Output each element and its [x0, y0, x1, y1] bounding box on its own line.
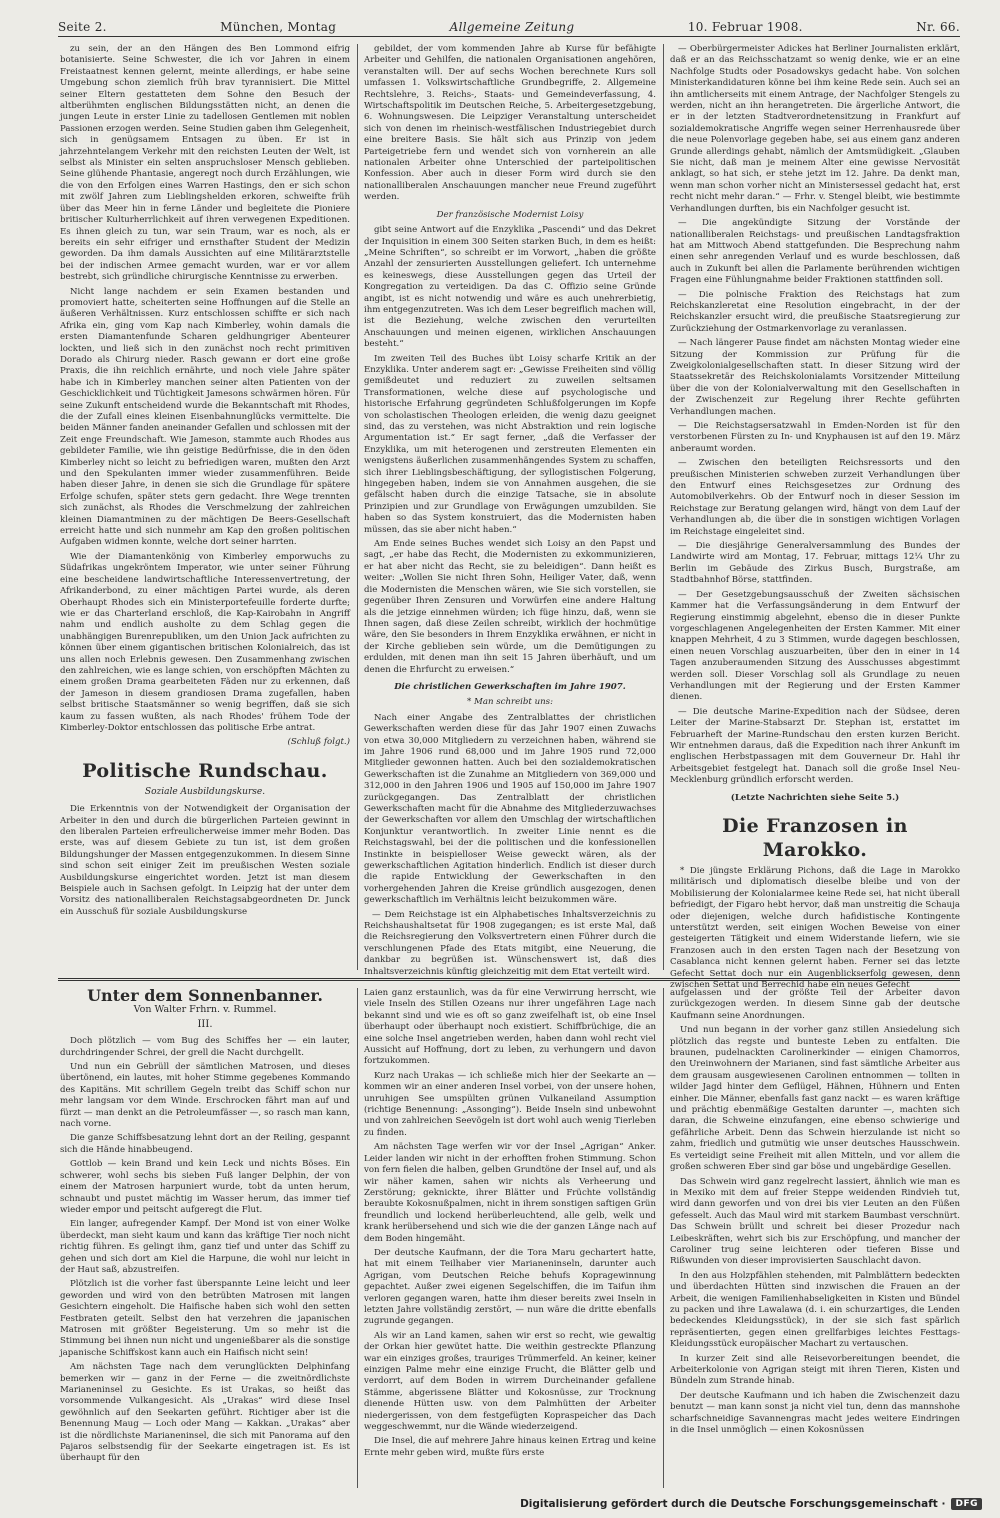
feature-paragraph: Doch plötzlich — vom Bug des Schiffes her — ein lauter, durchdringender Schrei, der grell die Nacht durchgellt. — [60, 1036, 350, 1058]
issue-date: 10. Februar 1908. — [687, 20, 803, 34]
feature-paragraph: Das Schwein wird ganz regelrecht lassiert, ähnlich wie man es in Mexiko mit dem auf freier Steppe weidenden Rindvieh tut, wird dann geworfen und von drei bis vier Leuten an den Füßen gefesselt. Auch das Maul wird mit starkem Baumbast verschnürt. Das Schwein brüllt und schreit bei dieser Prozedur nach Leibeskräften, wehrt sich bis zur Erschöpfung, und mancher der Caroliner trug seine leichteren oder tieferen Bisse und Rißwunden von dieser improvisierten Sauschlacht davon. — [670, 1176, 960, 1267]
feature-paragraph: Plötzlich ist die vorher fast überspannte Leine leicht und leer geworden und wird von den betrübten Matrosen mit langen Gesichtern eingeholt. Die Haifische haben sich wohl den setten Festbraten geteilt. Selbst den hat verzehren die japanischen Matrosen mit größter Begeisterung. Um so mehr ist die Stimmung bei ihnen nun nicht und ungenießbarer als die sonstige japanische Schiffskost kann auch ein Haifisch nicht sein! — [60, 1279, 350, 1358]
column-rule — [357, 988, 358, 1488]
credit-text: Digitalisierung gefördert durch die Deutsche Forschungsgemeinschaft · — [520, 1498, 946, 1510]
column-rule — [663, 44, 664, 970]
feature-paragraph: In kurzer Zeit sind alle Reisevorbereitungen beendet, die Arbeiterkolonie von Agrigan steigt mit ihren Tieren, Kisten und Bündeln zum Strande hinab. — [670, 1353, 960, 1387]
feature-paragraph: Als wir an Land kamen, sahen wir erst so recht, wie gewaltig der Orkan hier gewütet hatte. Die weithin gestreckte Pflanzung war ein einziges großes, trauriges Trümmerfeld. An keiner, keiner einzigen Palme mehr eine einzige Frucht, die Blätter gelb und verdorrt, auf dem Boden in wirrem Durcheinander gefallene Stämme, abgerissene Blätter und Kokosnüsse, zur Trocknung dienende Hütten usw. von dem Palmhütten der Arbeiter niedergerissen, von dem festgefügten Kopraspeicher das Dach weggeschwemmt, nur die Wände wiederzeigend. — [364, 1330, 656, 1433]
masthead — [58, 18, 960, 37]
article-paragraph: Die Erkenntnis von der Notwendigkeit der Organisation der Arbeiter in den und durch die bürgerlichen Parteien gewinnt in den liberalen Parteien erfreulicherweise immer mehr Boden. Das erste, was auf diesem Gebiete zu tun ist, ist dem großen Bildungshunger der Massen entgegenzukommen. In diesem Sinne sind schon seit einiger Zeit im preußischen Westen soziale Ausbildungskurse eingerichtet worden. Jetzt ist man diesem Beispiele auch in Sachsen gefolgt. In Leipzig hat der unter dem Vorsitz des nationalliberalen Reichstagsabgeordneten Dr. Junck ein Ausschuß für soziale Ausbildungskurse — [60, 804, 350, 917]
late-news-note: (Letzte Nachrichten siehe Seite 5.) — [730, 792, 900, 803]
feature-paragraph: Die Insel, die auf mehrere Jahre hinaus keinen Ertrag und keine Ernte mehr geben wird, mußte fürs erste — [364, 1436, 656, 1458]
feature-paragraph: Und nun ein Gebrüll der sämtlichen Matrosen, und dieses übertönend, ein lautes, mit hoher Stimme gegebenes Kommando des Kapitäns. Mit schrillem Gegeln treibt das Schiff schon nur mehr langsam vor dem Winde. Erschrocken fährt man auf und fürzt — man denkt an die Petroleumfässer —, so rasch man kann, nach vorne. — [60, 1062, 350, 1130]
news-item: — Die polnische Fraktion des Reichstags hat zum Reichskanzleretat eine Resolution eingebracht, in der der Reichskanzler ersucht wird, die preußische Staatsregierung zur Zurückziehung der Ostmarkenvorlage zu veranlassen. — [670, 289, 960, 334]
paper-title: Allgemeine Zeitung — [449, 20, 575, 34]
news-item: — Oberbürgermeister Adickes hat Berliner Journalisten erklärt, daß er an das Reichsschatzamt so wenig denke, wie er an eine Nachfolge Studts oder Posadowskys gedacht habe. Von solchen Ministerkandidaturen könne bei ihm keine Rede sein. Auch sei an ihn amtlicherseits mit einem Antrage, der Nachfolger Stengels zu werden, nicht an ihn herangetreten. Die ärgerliche Antwort, die er in der letzten Stadtverordnetensitzung in Frankfurt auf sozialdemokratische Angriffe wegen seiner Herrenhausrede über die neue Polenvorlage gegeben habe, sei aus einem ganz anderen Grunde allerdings gehabt, nämlich der Amtsmüdigkeit. „Glauben Sie nicht, daß man je meinem Alter eine gewisse Nervosität anklagt, so hat sich, er stehe jetzt im 12. Jahre. Da denkt man, wenn man schon vorher nicht an Ministersessel gedacht hat, erst recht nicht mehr daran.“ — Frhr. v. Stengel bleibt, wie bestimmte Verhandlungen durften, bis ein Nachfolger gesucht ist. — [670, 44, 960, 214]
upper-column-1 — [60, 44, 350, 970]
news-item: — Der Gesetzgebungsausschuß der Zweiten sächsischen Kammer hat die Verfassungsänderung in dem Entwurf der Regierung einstimmig abgelehnt, ebenso die in dieser Punkte vorgeschlagenen Angelegenheiten der Ersten Kammer. Mit einer knappen Mehrheit, 4 zu 3 Stimmen, wurde dagegen beschlossen, einen neuen Vorschlag auszuarbeiten, über den in einer in 14 Tagen anzuberaumenden Sitzung des Ausschusses abgestimmt werden soll. Dieser Vorschlag soll als Grundlage zu neuen Verhandlungen mit der Regierung und der Ersten Kammer dienen. — [670, 589, 960, 703]
dfg-logo-icon: DFG — [951, 1498, 982, 1510]
feature-paragraph: In den aus Holzpfählen stehenden, mit Palmblättern bedeckten und überdachten Hütten sind inzwischen die Frauen an der Arbeit, die wenigen Familienhabseligkeiten in Kisten und Bündel zu packen und ihre Lawalawa (d. i. ein schurzartiges, die Lenden bedeckendes Kleidungsstück), in der sie sich fast spärlich repräsentierten, gegen einen grellfarbiges leichtes Festtags-Kleidungsstück europäischer Machart zu vertauschen. — [670, 1270, 960, 1350]
feature-column-3 — [670, 988, 960, 1488]
news-item: — Die angekündigte Sitzung der Vorstände der nationalliberalen Reichstags- und preußischen Landtagsfraktion hat am Mittwoch Abend stattgefunden. Die Besprechung nahm einen sehr anregenden Verlauf und es wurde beschlossen, daß auch in Zukunft bei allen die Parlamente berührenden wichtigen Fragen eine Fühlungnahme beider Fraktionen stattfinden soll. — [670, 218, 960, 286]
news-item: — Die diesjährige Generalversammlung des Bundes der Landwirte wird am Montag, 17. Februar, mittags 12¼ Uhr zu Berlin im Gebäude des Zirkus Busch, Burgstraße, am Stadtbahnhof Börse, stattfinden. — [670, 541, 960, 586]
feature-paragraph: Am nächsten Tage nach dem verunglückten Delphinfang bemerken wir — ganz in der Ferne — die zweitnördlichste Marianeninsel zu Gesichte. Es ist Urakas, so heißt das vorsommende Vulkangesicht. Als „Urakas“ wird diese Insel gewöhnlich auf den Seekarten geführt. Richtiger aber ist die Benennung Maug — Loch oder Mang — Kakkan. „Urakas“ aber ist die nördlichste Marianeninsel, die sich mit Panorama auf den Pajaros selbstsendig für der Seekarte eingetragen ist. Es ist überhaupt für den — [60, 1362, 350, 1464]
feature-column-1 — [60, 988, 350, 1488]
article-paragraph: Am Ende seines Buches wendet sich Loisy an den Papst und sagt, „er habe das Recht, die Modernisten zu exkommunizieren, er hat aber nicht das Recht, sie zu beleidigen“. Dann heißt es weiter: „Wollen Sie nicht Ihren Sohn, Heiliger Vater, daß, wenn die Modernisten die Menschen wären, wie Sie sich vorstellen, sie gegenüber Ihren Zensuren und Vorwürfen eine andere Haltung als die jetzige einnehmen würden; ich füge hinzu, daß, wenn sie Ihnen sagen, daß diese Zeilen schreibt, wirklich der hochmütige wäre, den Sie besonders in Ihrem Enzyklika erwähnen, er nicht in der Kirche geblieben sein würde, um die Demütigungen zu erdulden, mit denen man ihn seit 15 Jahren überhäuft, und um denen die Ehrfurcht zu erweisen.“ — [364, 539, 656, 675]
feature-paragraph: Gottlob — kein Brand und kein Leck und nichts Böses. Ein schwerer, wohl sechs bis sieben Fuß langer Delphin, der von einem der Matrosen harpuniert wurde, tobt da unten herum, schnaubt und pustet mächtig im Wasser herum, das immer tief wieder empor und peitscht aufgeregt die Flut. — [60, 1159, 350, 1215]
feature-paragraph: aufgelassen und der größte Teil der Arbeiter davon zurückgezogen werden. In diesem Sinne gab der deutsche Kaufmann seine Anordnungen. — [670, 988, 960, 1021]
feature-paragraph: Ein langer, aufregender Kampf. Der Mond ist von einer Wolke überdeckt, man sieht kaum und kann das kräftige Tier noch nicht richtig führen. Es gelingt ihm, ganz tief und unter das Schiff zu gehen und sich dort am Kiel die Harpune, die wohl nur leicht in der Haut saß, abzustreifen. — [60, 1219, 350, 1275]
continued-note: (Schluß folgt.) — [287, 737, 350, 748]
feature-paragraph: Der deutsche Kaufmann, der die Tora Maru gechartert hatte, hat mit einem Teilhaber vier Marianeninseln, darunter auch Agrigan, vom Deutschen Reiche behufs Kopragewinnung gepachtet. Außer zwei eigenen Segelschiffen, die im Taifun ihm verloren gegangen waren, hatte ihm dieser bereits zwei Inseln in letzten Jahre vollständig zerstört, — nun wäre die dritte ebenfalls zugrunde gegangen. — [364, 1247, 656, 1327]
marokko-heading: Die Franzosen in Marokko. — [722, 815, 908, 861]
section-heading: Politische Rundschau. — [82, 759, 328, 782]
feature-paragraph: Am nächsten Tage werfen wir vor der Insel „Agrigan“ Anker. Leider landen wir nicht in der erhofften frohen Stimmung. Schon von fern fielen die halben, gelben Grundtöne der Insel auf, und als wir näher kamen, sahen wir nichts als Verheerung und Zerstörung; geknickte, ihrer Blätter und Früchte vollständig beraubte Kokosnußpalmen, nicht in ihrem sonstigen saftigen Grün freundlich und lockend herüberleuchtend, alle gelb, welk und krank herübersehend und sich wie die der ganzen Länge nach auf dem Boden hingemäht. — [364, 1142, 656, 1244]
article-paragraph: — Dem Reichstage ist ein Alphabetisches Inhaltsverzeichnis zu Reichshaushaltsetat für 1908 zugegangen; es ist erste Mal, daß die Reichsregierung den Volksvertretern einen Führer durch die verschlungenen Pfade des Etats mitgibt, eine Neuerung, die dankbar zu begrüßen ist. Wünschenswert ist, daß dies Inhaltsverzeichnis künftig gleichzeitig mit dem Etat verteilt wird. — [364, 909, 656, 977]
feature-part: III. — [197, 1018, 213, 1030]
article-paragraph: gibt seine Antwort auf die Enzyklika „Pascendi“ und das Dekret der Inquisition in einem 300 Seiten starken Buch, in dem es heißt: „Meine Schriften“, so schreibt er im Vorwort, „haben die größte Anzahl der zensurierten Ausstellungen geliefert. Ich unternehme es keineswegs, diese Ausstellungen gegen das Urteil der Kongregation zu verteidigen. Da das C. Offizio seine Gründe angibt, ist es nicht notwendig und wäre es auch unehrerbietig, ihm entgegenzutreten. Was ich dem Leser begreiflich machen will, ist die Beziehung, welche zwischen den verurteilten Anschauungen und meinen eigenen, wirklichen Anschauungen besteht.“ — [364, 225, 656, 350]
news-item: — Die Reichstagsersatzwahl in Emden-Norden ist für den verstorbenen Fürsten zu In- und Knyphausen ist auf den 19. März anberaumt worden. — [670, 421, 960, 454]
feuilleton-divider — [58, 978, 960, 981]
feature-paragraph: Und nun begann in der vorher ganz stillen Ansiedelung sich plötzlich das regste und bunteste Leben zu entfalten. Die braunen, pudelnackten Carolinerkinder — einigen Chamorros, den Ureinwohnern der Marianen, sind fast sämtliche Arbeiter aus dem grausam ausgewiesenen Carolinen entnommen — tollten in wilder Jagd hinter dem Geflügel, Hähnen, Hühnern und Enten einher. Die Männer, ebenfalls fast ganz nackt — es waren kräftige und prächtig ebenmäßige Gestalten darunter —, machten sich daran, die Schweine einzufangen, eine ebenso schwierige und gefährliche Arbeit. Denn das Schwein hierzulande ist nicht so zahm, friedlich und gutmütig wie unser deutsches Hausschwein. Es verteidigt seine Freiheit mit allen Mitteln, und vor allem die großen schweren Eber sind gar böse und ungebärdige Gesellen. — [670, 1025, 960, 1173]
article-intro: * Man schreibt uns: — [467, 697, 553, 708]
upper-column-3 — [670, 44, 960, 991]
digitization-credit — [520, 1498, 982, 1510]
feature-title: Unter dem Sonnenbanner. — [87, 986, 323, 1005]
feature-paragraph: Kurz nach Urakas — ich schließe mich hier der Seekarte an — kommen wir an einer anderen Insel vorbei, von der unsere hohen, unruhigen See umspülten grünen Vulkaneiland Assumption (richtige Benennung: „Assonging“). Beide Inseln sind unbewohnt und von zahlreichen Seevögeln ist dort wohl auch wenig Tierleben zu finden. — [364, 1070, 656, 1138]
article-paragraph: Wie der Diamantenkönig von Kimberley emporwuchs zu Südafrikas ungekröntem Imperator, wie unter seiner Führung eine bescheidene landwirtschaftliche Interessenvertretung, der Afrikanderbond, zu einer mächtigen Partei wurde, als deren Oberhaupt Rhodes sich ein Ministerportefeuille forderte durfte; wie er das Charterland erschloß, die Kap-Kairobahn in Angriff nahm und endlich ausholte zu dem Schlag gegen die unabhängigen Burenrepubliken, um den Union Jack aufrichten zu können über einem gigantischen britischen Kolonialreich, das ist uns allen noch Erlebnis gewesen. Den Zusammenhang zwischen den zahlreichen, wie es lange schien, von erschöpften Mächten zu einem großen Drama gearbeiteten Fäden nur zu erkennen, daß der Jameson in diesem grandiosen Drama zugefallen, haben selbst britische Staatsmänner so wenig begriffen, daß sie sich kaum zu fassen wußten, als nach Rhodes' frühem Tode der Kimberley-Doktor entschlossen das politische Erbe antrat. — [60, 551, 350, 733]
section-subheading: Soziale Ausbildungskurse. — [144, 786, 266, 797]
feature-column-2 — [364, 988, 656, 1488]
issue-number: Nr. 66. — [916, 20, 960, 34]
upper-column-2 — [364, 44, 656, 977]
feature-paragraph: Die ganze Schiffsbesatzung lehnt dort an der Reiling, gespannt sich die Hände hinabbeugend. — [60, 1133, 350, 1155]
article-paragraph: gebildet, der vom kommenden Jahre ab Kurse für befähigte Arbeiter und Gehilfen, die nationalen Organisationen angehören, veranstalten will. Der auf sechs Wochen berechnete Kurs soll umfassen 1. Volkswirtschaftliche Grundbegriffe, 2. Allgemeine Rechtslehre, 3. Reichs-, Staats- und Gemeindeverfassung, 4. Wirtschaftspolitik im Deutschen Reiche, 5. Arbeitergesetzgebung, 6. Wohnungswesen. Die Leipziger Veranstaltung unterscheidet sich von denen im rheinisch-westfälischen Industriegebiet durch eine breitere Basis. Sie hält sich aus Prinzip von jedem Parteigetriebe fern und wendet sich von vornherein an alle nationalen Arbeiter ohne Unterschied der parteipolitischen Konfession. Aber auch in dieser Form wird durch sie den nationalliberalen Anschauungen mancher neue Freund zugeführt werden. — [364, 44, 656, 203]
feature-paragraph: Laien ganz erstaunlich, was da für eine Verwirrung herrscht, wie viele Inseln des Stillen Ozeans nur ihrer ungefähren Lage nach bekannt sind und wie es oft so ganz zweifelhaft ist, ob eine Insel überhaupt oder überhaupt noch existiert. Schiffbrüchige, die an eine solche Insel angetrieben werden, haben dann wohl recht viel Aussicht auf Hoffnung, dort zu leben, zu verhungern und davon fortzukommen. — [364, 988, 656, 1067]
column-rule — [357, 44, 358, 970]
feature-paragraph: Der deutsche Kaufmann und ich haben die Zwischenzeit dazu benutzt — man kann sonst ja nicht viel tun, denn das mannshohe scharfschneidige Savannengras macht jedes weitere Eindringen in die Insel unmöglich — einen Kokosnüssen — [670, 1390, 960, 1436]
article-paragraph: Im zweiten Teil des Buches übt Loisy scharfe Kritik an der Enzyklika. Unter anderem sagt er: „Gewisse Freiheiten sind völlig gemißdeutet und reduziert zu zuweilen seltsamen Transformationen, welche diese auf psychologische und historische Erfahrung gegründeten Schlußfolgerungen im Kopfe von scholastischen Theologen erleiden, die wenig dazu geeignet sind, das zu verstehen, was nicht Abstraktion und rein logische Argumentation ist.“ Er sagt ferner, „daß die Verfasser der Enzyklika, um mit heterogenen und zerstreuten Elementen ein wenigstens äußerlichen zusammenhängendes System zu schaffen, sich ihrer Lieblingsbeschäftigung, der syllogistischen Folgerung, hingegeben haben, indem sie von Annahmen ausgehen, die sie gefälscht haben durch die einzige Tatsache, sie in absolute Prinzipien und zur Grundlage von Erwägungen umzubilden. Sie haben so das System konstruiert, das die Modernisten haben müssen, das sie aber nicht haben.“ — [364, 353, 656, 535]
article-paragraph: zu sein, der an den Hängen des Ben Lommond eifrig botanisierte. Seine Schwester, die ich vor Jahren in einem Freistaatnest kennen gelernt, meinte allerdings, er habe seine Umgebung schon ziemlich früh brav tyrannisiert. Die Mittel seiner Eltern gestatteten dem Sohne den Besuch der altberühmten englischen Bildungsstätten nicht, an denen die jungen Leute in erster Linie zu tadellosen Gentlemen mit noblen Passionen erzogen werden. Seine Studien gaben ihm Gelegenheit, sich in genügsamem Entsagen zu üben. Er ist in jahrzehntelangem Verkehr mit den reichsten Leuten der Welt, ist selbst als Minister ein selten anspruchsloser Mensch geblieben. Seine glühende Phantasie, angeregt noch durch Erzählungen, wie die von den Erfolgen eines Warren Hastings, den er sich schon mit zwölf Jahren zum Lieblingshelden erkoren, schweifte früh über das Meer hin in ferne Länder und begleitete die Pioniere britischer Kulturherrlichkeit auf ihren verwegenen Expeditionen. Es ihnen gleich zu tun, war sein Traum, war es noch, als er bereits ein sehr eifriger und ernsthafter Student der Medizin geworden. Da ihm damals Aussichten auf eine Militärarztstelle bei der indischen Armee gemacht wurden, war er vor allem bestrebt, sich gründliche chirurgische Kenntnisse zu erwerben. — [60, 44, 350, 283]
feature-author: Von Walter Frhrn. v. Rummel. — [133, 1004, 277, 1016]
news-item: — Die deutsche Marine-Expedition nach der Südsee, deren Leiter der Marine-Stabsarzt Dr. Stephan ist, erstattet im Februarheft der Marine-Rundschau den ersten kurzen Bericht. Wir entnehmen daraus, daß die Expedition nach ihrer Ankunft im englischen Herbstpassagen mit dem Gouverneur Dr. Hahl ihr Arbeitsgebiet festgelegt hat. Danach soll die große Insel Neu-Mecklenburg gründlich erforscht werden. — [670, 706, 960, 786]
article-paragraph: Nach einer Angabe des Zentralblattes der christlichen Gewerkschaften werden diese für das Jahr 1907 einen Zuwachs von etwa 30,000 Mitgliedern zu verzeichnen haben, während sie im Jahre 1906 rund 68,000 und im Jahre 1905 rund 72,000 Mitglieder gewonnen hatten. Auch bei den sozialdemokratischen Gewerkschaften ist die Zunahme an Mitgliedern von 369,000 und 312,000 in den Jahren 1906 und 1905 auf 150,000 im Jahre 1907 zurückgegangen. Das Zentralblatt der christlichen Gewerkschaften macht für die Abnahme des Mitgliederzuwachses der Gewerkschaften vor allem den Umschlag der wirtschaftlichen Konjunktur verantwortlich. In zweiter Linie nennt es die Reichstagswahl, bei der die politischen und die konfessionellen Instinkte in beispielloser Weise geweckt wären, als der gewerkschaftlichen Agitation hinderlich. Endlich ist dieser durch die rapide Entwicklung der Gewerkschaften in den vorhergehenden Jahren die Kreise gründlich ausgezogen, denen gewerkschaftlich im Verhältnis leicht beizukommen wäre. — [364, 712, 656, 906]
news-item: — Nach längerer Pause findet am nächsten Montag wieder eine Sitzung der Kommission zur Prüfung für die Zweigkolonialgesellschaften statt. In dieser Sitzung wird der Staatssekretär des Reichskolonialamts Vorsitzender Mitteilung über die von der Kolonialverwaltung mit den Gesellschaften in der Zwischenzeit zur Regelung ihrer Rechte geführten Verhandlungen machen. — [670, 338, 960, 417]
article-subheading: Der französische Modernist Loisy — [436, 209, 584, 220]
article-paragraph: Nicht lange nachdem er sein Examen bestanden und promoviert hatte, scheiterten seine Hoffnungen auf die Stelle an äußeren Verhältnissen. Kurz entschlossen schiffte er sich nach Afrika ein, ging vom Kap nach Kimberley, wohin damals die ersten Diamantenfunde Scharen geldhungriger Abenteurer lockten, und ließ sich in den zunächst noch recht primitiven Dorado als Chirurg nieder. Rasch gewann er dort eine große Praxis, die ihn reichlich ernährte, und noch viele Jahre später habe ich in Kimberley manchen seiner alten Patienten von der Geschicklichkeit und Tüchtigkeit Jamesons schwärmen hören. Für seine Zukunft entscheidend wurde die Bekanntschaft mit Rhodes, die der Zufall eines kleinen Eisenbahnunglücks vermittelte. Die beiden Männer fanden aneinander Gefallen und schlossen mit der Zeit enge Freundschaft. Wie Jameson, stammte auch Rhodes aus gebildeter Familie, wie ihn geistige Bedürfnisse, die in den öden Kimberley nicht so leicht zu befriedigen waren, mußten den Arzt und den Spekulanten immer wieder zusammenführen. Beide haben dieser Jahre, in denen sie sich die Grundlage für spätere Erfolge schufen, später stets gern gedacht. Ihre Wege trennten sich zunächst, als Rhodes die Verschmelzung der zahlreichen kleinen Diamantminen zu der mächtigen De Beers-Gesellschaft erreicht hatte und sich nunmehr am Kap den großen politischen Aufgaben widmen konnte, welche dort seiner harrten. — [60, 286, 350, 548]
page-number: Seite 2. — [58, 20, 107, 34]
article-paragraph: * Die jüngste Erklärung Pichons, daß die Lage in Marokko militärisch und diplomatisch dieselbe bleibe und von der Mobilisierung der Kolonialarmee keine Rede sei, hat nicht überall befriedigt, der Figaro hebt hervor, daß man unstreitig die Schauja oder diejenigen, welche durch hafidistische Kontingente unterstützt werden, seit einigen Wochen Beweise von einer gesteigerten Tätigkeit und einem Widerstande liefern, wie sie Franzosen auch in den ersten Tagen nach der Besetzung von Casablanca nicht kennen gelernt haben. Ferner sei das letzte Gefecht Settat doch nur ein Augenblickserfolg gewesen, denn zwischen Settat und Berrechid habe ein neues Gefecht — [670, 866, 960, 991]
news-item: — Zwischen den beteiligten Reichsressorts und den preußischen Ministerien schweben zurzeit Verhandlungen über den Entwurf eines Reichsgesetzes zur Ordnung des Automobilverkehrs. Ob der Entwurf noch in dieser Session im Reichstage zur Beratung gelangen wird, hängt von dem Lauf der Verhandlungen ab, die über die in sonstigen wichtigen Vorlagen im Reichstage eingeleitet sind. — [670, 458, 960, 537]
article-subheading: Die christlichen Gewerkschaften im Jahre 1907. — [394, 681, 626, 692]
place-day: München, Montag — [220, 20, 337, 34]
column-rule — [663, 988, 664, 1488]
